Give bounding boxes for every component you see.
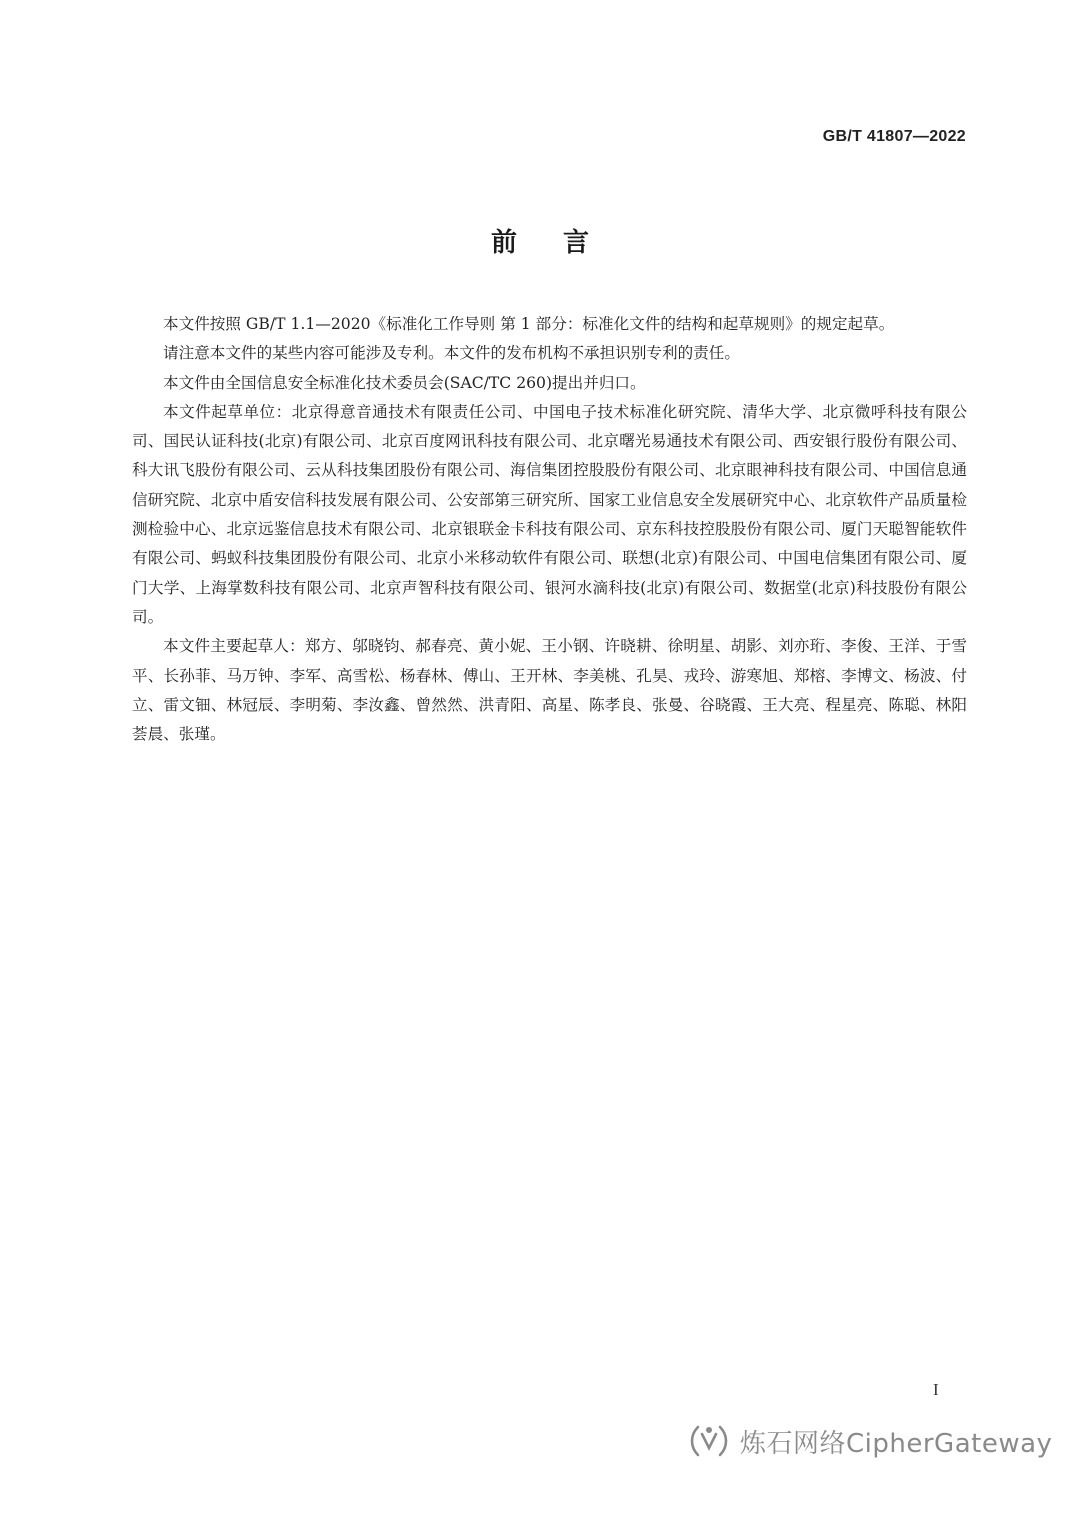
paragraph-drafting-rules: 本文件按照 GB/T 1.1—2020《标准化工作导则 第 1 部分：标准化文件的结构和起草规则》的规定起草。	[163, 315, 895, 333]
wechat-channel-icon	[686, 1418, 732, 1464]
standard-code: GB/T 41807—2022	[822, 128, 966, 145]
paragraph-drafting-units: 本文件起草单位：北京得意音通技术有限责任公司、中国电子技术标准化研究院、清华大学、北京微呼科技有限公司、国民认证科技(北京)有限公司、北京百度网讯科技有限公司、北京曙光易通技术有限公司、西安银行股份有限公司、科大讯飞股份有限公司、云从科技集团股份有限公司、海信集团控股股份有限公司、北京眼神科技有限公司、中国信息通信研究院、北京中盾安信科技发展有限公司、公安部第三研究所、国家工业信息安全发展研究中心、北京软件产品质量检测检验中心、北京远鉴信息技术有限公司、北京银联金卡科技有限公司、京东科技控股股份有限公司、厦门天聪智能软件有限公司、蚂蚁科技集团股份有限公司、北京小米移动软件有限公司、联想(北京)有限公司、中国电信集团有限公司、厦门大学、上海掌数科技有限公司、北京声智科技有限公司、银河水滴科技(北京)有限公司、数据堂(北京)科技股份有限公司。	[132, 402, 967, 626]
preface-body	[132, 310, 967, 749]
watermark	[686, 1418, 1052, 1464]
paragraph-committee: 本文件由全国信息安全标准化技术委员会(SAC/TC 260)提出并归口。	[163, 373, 646, 392]
watermark-text: 炼石网络CipherGateway	[740, 1428, 1053, 1459]
page-title: 前言	[490, 228, 635, 258]
page-number: I	[933, 1380, 939, 1399]
paragraph-drafters: 本文件主要起草人：郑方、邬晓钧、郝春亮、黄小妮、王小钢、许晓耕、徐明星、胡影、刘亦珩、李俊、王洋、于雪平、长孙菲、马万钟、李军、高雪松、杨春林、傅山、王开林、李美桃、孔昊、戎玲、游寒旭、郑榕、李博文、杨波、付立、雷文钿、林冠辰、李明菊、李汝鑫、曾然然、洪青阳、高星、陈孝良、张曼、谷晓霞、王大亮、程星亮、陈聪、林阳荟晨、张瑾。	[132, 637, 967, 744]
paragraph-patent-notice: 请注意本文件的某些内容可能涉及专利。本文件的发布机构不承担识别专利的责任。	[163, 344, 740, 363]
